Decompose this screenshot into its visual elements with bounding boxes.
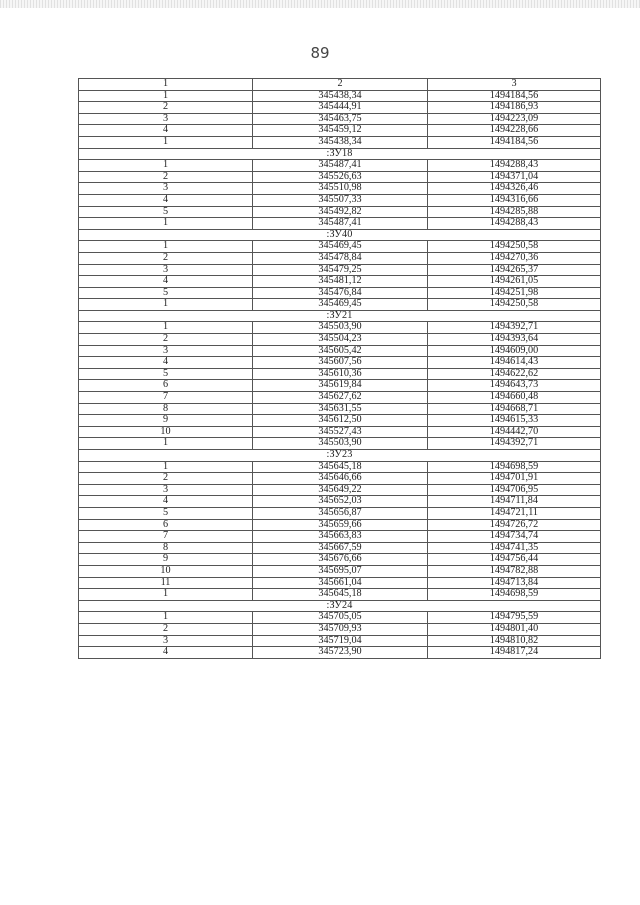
x-coordinate-cell: 345492,82 (253, 206, 428, 218)
table-row (79, 380, 601, 392)
x-coordinate-cell: 345612,50 (253, 415, 428, 427)
y-coordinate-cell: 1494741,35 (428, 542, 601, 554)
x-coordinate-cell: 345510,98 (253, 183, 428, 195)
y-coordinate-cell: 1494782,88 (428, 565, 601, 577)
table-row (79, 345, 601, 357)
table-row (79, 473, 601, 485)
y-coordinate-cell: 1494643,73 (428, 380, 601, 392)
point-number-cell: 1 (79, 299, 253, 311)
page-number: 89 (310, 44, 330, 62)
table-row (79, 125, 601, 137)
x-coordinate-cell: 345656,87 (253, 507, 428, 519)
table-row (79, 612, 601, 624)
x-coordinate-cell: 345667,59 (253, 542, 428, 554)
table-row (79, 264, 601, 276)
point-number-cell: 4 (79, 357, 253, 369)
point-number-cell: 3 (79, 345, 253, 357)
table-row (79, 90, 601, 102)
y-coordinate-cell: 1494392,71 (428, 438, 601, 450)
y-coordinate-cell: 1494734,74 (428, 531, 601, 543)
x-coordinate-cell: 345627,62 (253, 392, 428, 404)
section-label: :ЗУ24 (79, 600, 601, 612)
x-coordinate-cell: 345463,75 (253, 113, 428, 125)
point-number-cell: 5 (79, 368, 253, 380)
point-number-cell: 1 (79, 438, 253, 450)
point-number-cell: 2 (79, 102, 253, 114)
table-row (79, 171, 601, 183)
point-number-cell: 9 (79, 554, 253, 566)
y-coordinate-cell: 1494184,56 (428, 90, 601, 102)
x-coordinate-cell: 345504,23 (253, 334, 428, 346)
section-row (79, 229, 601, 241)
section-label: :ЗУ18 (79, 148, 601, 160)
y-coordinate-cell: 1494250,58 (428, 299, 601, 311)
x-coordinate-cell: 345659,66 (253, 519, 428, 531)
point-number-cell: 11 (79, 577, 253, 589)
x-coordinate-cell: 345526,63 (253, 171, 428, 183)
y-coordinate-cell: 1494622,62 (428, 368, 601, 380)
y-coordinate-cell: 1494713,84 (428, 577, 601, 589)
point-number-cell: 2 (79, 334, 253, 346)
point-number-cell: 1 (79, 612, 253, 624)
y-coordinate-cell: 1494223,09 (428, 113, 601, 125)
table-row (79, 241, 601, 253)
section-row (79, 148, 601, 160)
point-number-cell: 7 (79, 392, 253, 404)
y-coordinate-cell: 1494795,59 (428, 612, 601, 624)
y-coordinate-cell: 1494711,84 (428, 496, 601, 508)
point-number-cell: 3 (79, 183, 253, 195)
table-row (79, 577, 601, 589)
y-coordinate-cell: 1494393,64 (428, 334, 601, 346)
x-coordinate-cell: 345695,07 (253, 565, 428, 577)
point-number-cell: 2 (79, 623, 253, 635)
point-number-cell: 3 (79, 264, 253, 276)
table-header-row (79, 79, 601, 91)
table-row (79, 438, 601, 450)
table-row (79, 113, 601, 125)
point-number-cell: 8 (79, 542, 253, 554)
table-row (79, 519, 601, 531)
table-row (79, 496, 601, 508)
x-coordinate-cell: 345676,66 (253, 554, 428, 566)
section-row (79, 450, 601, 462)
table-row (79, 194, 601, 206)
point-number-cell: 1 (79, 461, 253, 473)
header-cell-y: 3 (428, 79, 601, 91)
y-coordinate-cell: 1494660,48 (428, 392, 601, 404)
table-row (79, 484, 601, 496)
y-coordinate-cell: 1494270,36 (428, 252, 601, 264)
table-row (79, 542, 601, 554)
y-coordinate-cell: 1494810,82 (428, 635, 601, 647)
point-number-cell: 10 (79, 565, 253, 577)
point-number-cell: 1 (79, 322, 253, 334)
y-coordinate-cell: 1494288,43 (428, 218, 601, 230)
point-number-cell: 5 (79, 287, 253, 299)
section-label: :ЗУ21 (79, 310, 601, 322)
x-coordinate-cell: 345605,42 (253, 345, 428, 357)
x-coordinate-cell: 345481,12 (253, 276, 428, 288)
x-coordinate-cell: 345503,90 (253, 438, 428, 450)
coordinates-table (78, 78, 601, 659)
x-coordinate-cell: 345709,93 (253, 623, 428, 635)
x-coordinate-cell: 345503,90 (253, 322, 428, 334)
table-row (79, 299, 601, 311)
x-coordinate-cell: 345487,41 (253, 160, 428, 172)
table-row (79, 647, 601, 659)
y-coordinate-cell: 1494251,98 (428, 287, 601, 299)
scan-top-edge (0, 0, 640, 8)
y-coordinate-cell: 1494726,72 (428, 519, 601, 531)
x-coordinate-cell: 345652,03 (253, 496, 428, 508)
point-number-cell: 5 (79, 206, 253, 218)
x-coordinate-cell: 345479,25 (253, 264, 428, 276)
table-row (79, 623, 601, 635)
y-coordinate-cell: 1494316,66 (428, 194, 601, 206)
y-coordinate-cell: 1494756,44 (428, 554, 601, 566)
table-row (79, 206, 601, 218)
point-number-cell: 4 (79, 496, 253, 508)
point-number-cell: 1 (79, 136, 253, 148)
y-coordinate-cell: 1494285,88 (428, 206, 601, 218)
y-coordinate-cell: 1494261,05 (428, 276, 601, 288)
point-number-cell: 4 (79, 647, 253, 659)
x-coordinate-cell: 345631,55 (253, 403, 428, 415)
y-coordinate-cell: 1494186,93 (428, 102, 601, 114)
point-number-cell: 2 (79, 252, 253, 264)
point-number-cell: 1 (79, 160, 253, 172)
x-coordinate-cell: 345469,45 (253, 299, 428, 311)
section-label: :ЗУ40 (79, 229, 601, 241)
x-coordinate-cell: 345607,56 (253, 357, 428, 369)
x-coordinate-cell: 345619,84 (253, 380, 428, 392)
point-number-cell: 3 (79, 113, 253, 125)
section-row (79, 600, 601, 612)
x-coordinate-cell: 345646,66 (253, 473, 428, 485)
y-coordinate-cell: 1494698,59 (428, 589, 601, 601)
table-row (79, 531, 601, 543)
y-coordinate-cell: 1494250,58 (428, 241, 601, 253)
table-row (79, 136, 601, 148)
x-coordinate-cell: 345663,83 (253, 531, 428, 543)
table-row (79, 426, 601, 438)
point-number-cell: 10 (79, 426, 253, 438)
y-coordinate-cell: 1494228,66 (428, 125, 601, 137)
section-row (79, 310, 601, 322)
y-coordinate-cell: 1494184,56 (428, 136, 601, 148)
table-row (79, 554, 601, 566)
point-number-cell: 9 (79, 415, 253, 427)
y-coordinate-cell: 1494265,37 (428, 264, 601, 276)
table-row (79, 183, 601, 195)
y-coordinate-cell: 1494701,91 (428, 473, 601, 485)
point-number-cell: 4 (79, 276, 253, 288)
table-row (79, 461, 601, 473)
x-coordinate-cell: 345438,34 (253, 136, 428, 148)
x-coordinate-cell: 345649,22 (253, 484, 428, 496)
point-number-cell: 2 (79, 473, 253, 485)
y-coordinate-cell: 1494288,43 (428, 160, 601, 172)
y-coordinate-cell: 1494706,95 (428, 484, 601, 496)
x-coordinate-cell: 345438,34 (253, 90, 428, 102)
table-row (79, 322, 601, 334)
table-row (79, 252, 601, 264)
x-coordinate-cell: 345645,18 (253, 589, 428, 601)
point-number-cell: 2 (79, 171, 253, 183)
x-coordinate-cell: 345476,84 (253, 287, 428, 299)
x-coordinate-cell: 345527,43 (253, 426, 428, 438)
point-number-cell: 3 (79, 484, 253, 496)
point-number-cell: 1 (79, 90, 253, 102)
table-row (79, 507, 601, 519)
table-row (79, 218, 601, 230)
point-number-cell: 6 (79, 380, 253, 392)
x-coordinate-cell: 345661,04 (253, 577, 428, 589)
y-coordinate-cell: 1494721,11 (428, 507, 601, 519)
table-row (79, 565, 601, 577)
point-number-cell: 1 (79, 589, 253, 601)
point-number-cell: 3 (79, 635, 253, 647)
x-coordinate-cell: 345723,90 (253, 647, 428, 659)
x-coordinate-cell: 345469,45 (253, 241, 428, 253)
x-coordinate-cell: 345459,12 (253, 125, 428, 137)
y-coordinate-cell: 1494442,70 (428, 426, 601, 438)
x-coordinate-cell: 345507,33 (253, 194, 428, 206)
table-row (79, 357, 601, 369)
point-number-cell: 4 (79, 125, 253, 137)
y-coordinate-cell: 1494698,59 (428, 461, 601, 473)
x-coordinate-cell: 345478,84 (253, 252, 428, 264)
table-row (79, 334, 601, 346)
y-coordinate-cell: 1494371,04 (428, 171, 601, 183)
y-coordinate-cell: 1494614,43 (428, 357, 601, 369)
table-row (79, 102, 601, 114)
table-row (79, 415, 601, 427)
point-number-cell: 6 (79, 519, 253, 531)
point-number-cell: 5 (79, 507, 253, 519)
table-body (79, 90, 601, 658)
x-coordinate-cell: 345705,05 (253, 612, 428, 624)
y-coordinate-cell: 1494392,71 (428, 322, 601, 334)
x-coordinate-cell: 345645,18 (253, 461, 428, 473)
y-coordinate-cell: 1494817,24 (428, 647, 601, 659)
point-number-cell: 4 (79, 194, 253, 206)
y-coordinate-cell: 1494326,46 (428, 183, 601, 195)
table-row (79, 635, 601, 647)
x-coordinate-cell: 345487,41 (253, 218, 428, 230)
table-row (79, 403, 601, 415)
x-coordinate-cell: 345610,36 (253, 368, 428, 380)
y-coordinate-cell: 1494609,00 (428, 345, 601, 357)
table-header (79, 79, 601, 91)
point-number-cell: 1 (79, 241, 253, 253)
point-number-cell: 1 (79, 218, 253, 230)
table-row (79, 276, 601, 288)
point-number-cell: 8 (79, 403, 253, 415)
table-row (79, 287, 601, 299)
table-row (79, 589, 601, 601)
header-cell-point: 1 (79, 79, 253, 91)
y-coordinate-cell: 1494801,40 (428, 623, 601, 635)
point-number-cell: 7 (79, 531, 253, 543)
x-coordinate-cell: 345444,91 (253, 102, 428, 114)
table-row (79, 392, 601, 404)
header-cell-x: 2 (253, 79, 428, 91)
y-coordinate-cell: 1494668,71 (428, 403, 601, 415)
table-row (79, 160, 601, 172)
table-row (79, 368, 601, 380)
section-label: :ЗУ23 (79, 450, 601, 462)
x-coordinate-cell: 345719,04 (253, 635, 428, 647)
y-coordinate-cell: 1494615,33 (428, 415, 601, 427)
